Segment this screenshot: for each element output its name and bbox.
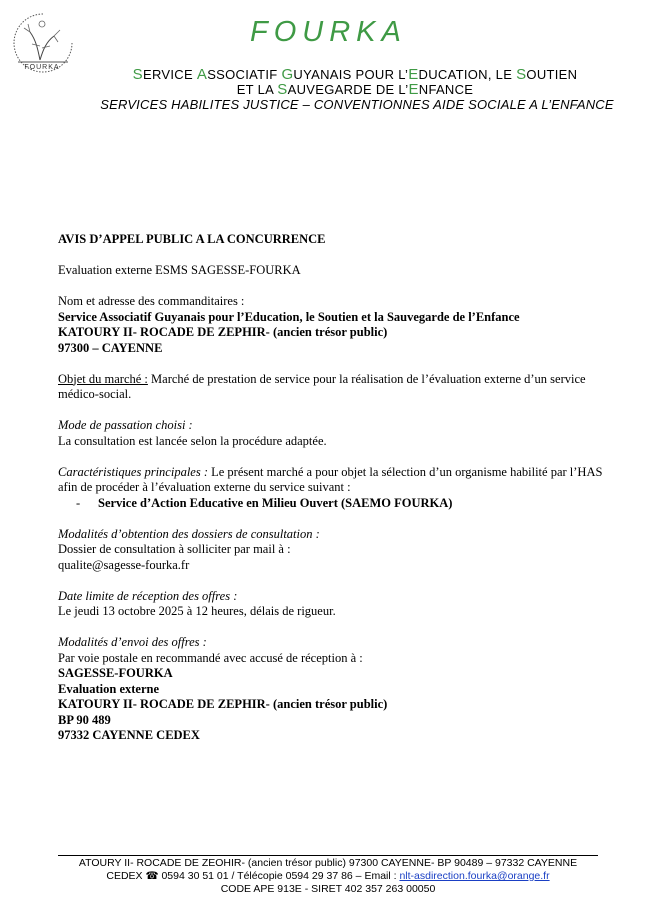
tagline-initial: E bbox=[408, 66, 419, 83]
object-text: Marché de prestation de service pour la réalisation de l’évaluation externe d’un service médico-social. bbox=[58, 371, 586, 401]
send-label: Modalités d’envoi des offres : bbox=[58, 635, 207, 649]
tagline-segment: ERVICE bbox=[142, 67, 197, 82]
brand-title: FOURKA bbox=[250, 16, 407, 48]
mode-label: Mode de passation choisi : bbox=[58, 418, 193, 432]
tagline-segment: SSOCIATIF bbox=[207, 67, 282, 82]
tagline-segment: ET LA bbox=[236, 82, 278, 97]
tagline-segment: AUVEGARDE DE L’ bbox=[287, 82, 409, 97]
send-address-line: BP 90 489 bbox=[58, 712, 111, 727]
tagline-segment: OUTIEN bbox=[526, 67, 578, 82]
tagline-initial: E bbox=[408, 81, 419, 98]
tagline-initial: S bbox=[516, 66, 527, 83]
deadline-label: Date limite de réception des offres : bbox=[58, 588, 238, 603]
tagline-line2 bbox=[60, 81, 650, 98]
clients-label: Nom et adresse des commanditaires : bbox=[58, 294, 245, 308]
clients-name: Service Associatif Guyanais pour l’Education, le Soutien et la Sauvegarde de l’Enfance bbox=[58, 309, 520, 324]
footer-divider bbox=[58, 855, 598, 856]
footer-contact-text: CEDEX ☎ 0594 30 51 01 / Télécopie 0594 29 37 86 – Email : bbox=[106, 870, 400, 882]
charac-label: Caractéristiques principales : bbox=[58, 464, 208, 479]
tagline-initial: A bbox=[196, 66, 208, 83]
footer-codes: CODE APE 913E - SIRET 402 357 263 00050 bbox=[220, 883, 436, 895]
charac-text: Le présent marché a pour objet la sélection d’un organisme habilité par l’HAS afin de procéder à l’évaluation externe du service suivant : bbox=[58, 464, 603, 494]
send-address-line: 97332 CAYENNE CEDEX bbox=[58, 728, 200, 742]
mode-text: La consultation est lancée selon la procédure adaptée. bbox=[58, 433, 327, 448]
tagline-segment: DUCATION, LE bbox=[418, 67, 517, 82]
tagline-segment: NFANCE bbox=[418, 82, 474, 97]
object-paragraph bbox=[58, 372, 608, 403]
send-address-line: KATOURY II- ROCADE DE ZEPHIR- (ancien trésor public) bbox=[58, 697, 388, 711]
charac-bullet-text: Service d’Action Educative en Milieu Ouvert (SAEMO FOURKA) bbox=[98, 495, 453, 510]
clients-city: 97300 – CAYENNE bbox=[58, 340, 163, 355]
tagline-initial: G bbox=[281, 66, 294, 83]
logo-caption: FOURKA bbox=[24, 64, 60, 71]
footer-email-link[interactable]: nlt-asdirection.fourka@orange.fr bbox=[399, 870, 550, 882]
tagline-initial: S bbox=[132, 66, 143, 83]
clients-address: KATOURY II- ROCADE DE ZEPHIR- (ancien trésor public) bbox=[58, 325, 388, 339]
footer-contact bbox=[58, 870, 598, 883]
send-text: Par voie postale en recommandé avec accusé de réception à : bbox=[58, 650, 363, 665]
obtain-text: Dossier de consultation à solliciter par mail à : bbox=[58, 542, 291, 556]
obtain-email[interactable]: qualite@sagesse-fourka.fr bbox=[58, 557, 190, 572]
footer-address: ATOURY II- ROCADE DE ZEOHIR- (ancien trésor public) 97300 CAYENNE- BP 90489 – 97332 CAYENNE bbox=[78, 857, 578, 869]
tagline-services: SERVICES HABILITES JUSTICE – CONVENTIONNES AIDE SOCIALE A L’ENFANCE bbox=[100, 97, 614, 112]
send-address-line: SAGESSE-FOURKA bbox=[58, 666, 173, 680]
subject-line: Evaluation externe ESMS SAGESSE-FOURKA bbox=[58, 263, 301, 277]
tagline-initial: S bbox=[277, 81, 288, 98]
notice-body bbox=[58, 232, 608, 744]
object-label: Objet du marché : bbox=[58, 371, 148, 386]
deadline-text: Le jeudi 13 octobre 2025 à 12 heures, délais de rigueur. bbox=[58, 604, 336, 618]
obtain-label: Modalités d’obtention des dossiers de consultation : bbox=[58, 526, 320, 541]
notice-title: AVIS D’APPEL PUBLIC A LA CONCURRENCE bbox=[58, 232, 326, 246]
charac-bullet-item bbox=[58, 496, 608, 512]
send-address-line: Evaluation externe bbox=[58, 681, 160, 696]
tagline-segment: UYANAIS POUR L’ bbox=[293, 67, 409, 82]
charac-paragraph bbox=[58, 465, 608, 496]
bullet-dash: - bbox=[76, 495, 81, 510]
